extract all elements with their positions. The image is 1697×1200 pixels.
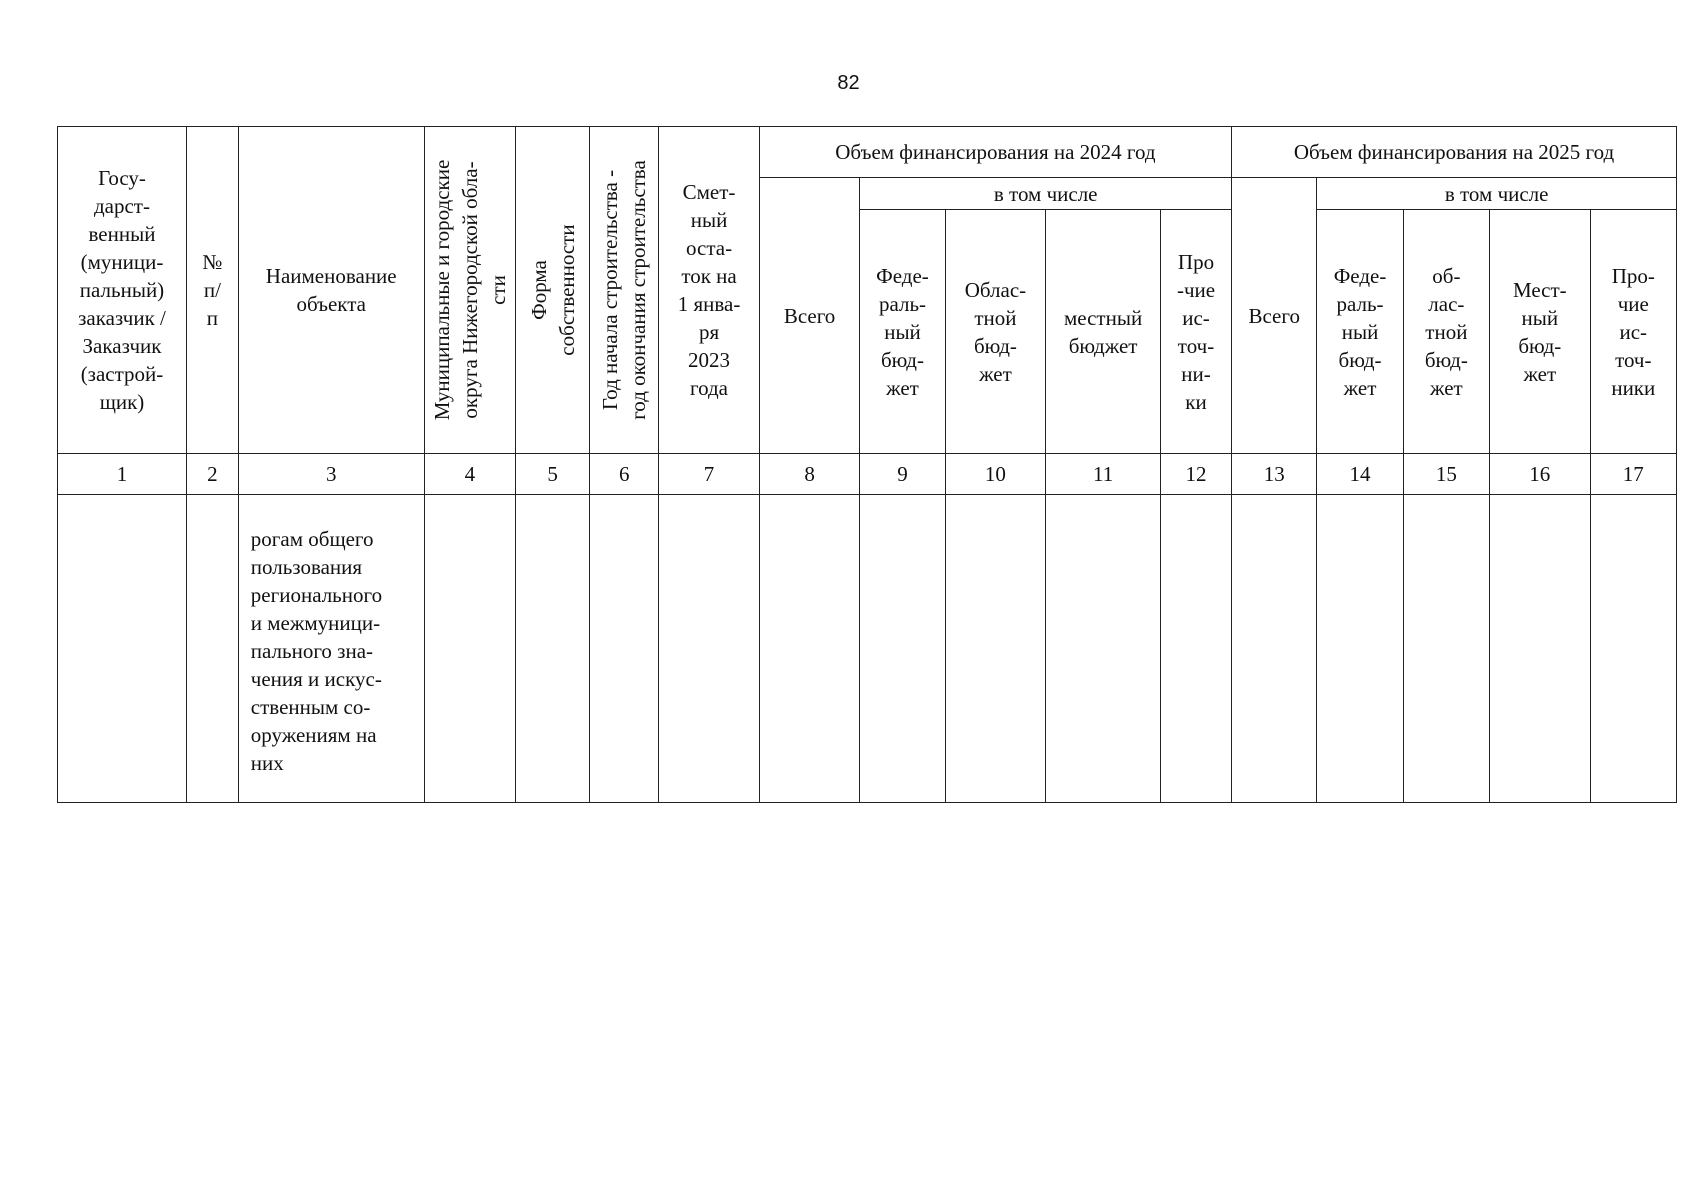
cell-total-2025 — [1232, 495, 1317, 803]
header-funding-2024: Объем финансирования на 2024 год — [759, 127, 1231, 178]
header-index: № п/ п — [186, 127, 238, 454]
header-row-1 — [58, 127, 1677, 178]
header-total-2024: Всего — [759, 178, 860, 454]
cell-local-2025 — [1490, 495, 1591, 803]
header-federal-2024: Феде- раль- ный бюд- жет — [860, 210, 945, 454]
cell-object-name — [238, 495, 424, 803]
header-municipalities: Муниципальные и городские округа Нижегородской обла- сти — [424, 127, 515, 454]
column-number: 7 — [659, 454, 760, 495]
cell-ownership — [516, 495, 590, 803]
cell-construction-years — [590, 495, 659, 803]
column-number: 2 — [186, 454, 238, 495]
header-construction-years: Год начала строительства - год окончания строительства — [590, 127, 659, 454]
column-number: 13 — [1232, 454, 1317, 495]
cell-municipalities — [424, 495, 515, 803]
column-number: 9 — [860, 454, 945, 495]
column-number: 17 — [1590, 454, 1676, 495]
header-customer: Госу- дарст- венный (муници- пальный) заказчик / Заказчик (застрой- щик) — [58, 127, 187, 454]
column-number: 14 — [1317, 454, 1403, 495]
object-name-text: рогам общего пользования регионального и межмуници- пального зна- чения и искус- ственным со- оружениям на них — [250, 526, 383, 775]
cell-federal-2025 — [1317, 495, 1403, 803]
column-number: 8 — [759, 454, 860, 495]
column-number: 11 — [1046, 454, 1161, 495]
column-number: 12 — [1160, 454, 1231, 495]
cell-other-2025 — [1590, 495, 1676, 803]
column-number: 16 — [1490, 454, 1591, 495]
column-number: 4 — [424, 454, 515, 495]
header-local-2024: местный бюджет — [1046, 210, 1161, 454]
header-federal-2025: Феде- раль- ный бюд- жет — [1317, 210, 1403, 454]
header-including-2025: в том числе — [1317, 178, 1677, 210]
header-regional-2024: Облас- тной бюд- жет — [945, 210, 1046, 454]
header-total-2025: Всего — [1232, 178, 1317, 454]
cell-other-2024 — [1160, 495, 1231, 803]
header-ownership: Форма собственности — [516, 127, 590, 454]
column-number: 1 — [58, 454, 187, 495]
header-local-2025: Мест- ный бюд- жет — [1490, 210, 1591, 454]
cell-federal-2024 — [860, 495, 945, 803]
header-including-2024: в том числе — [860, 178, 1232, 210]
header-estimate-balance: Смет- ный оста- ток на 1 янва- ря 2023 года — [659, 127, 760, 454]
cell-index — [186, 495, 238, 803]
column-number: 15 — [1403, 454, 1489, 495]
header-funding-2025: Объем финансирования на 2025 год — [1232, 127, 1677, 178]
column-number-row — [58, 454, 1677, 495]
table-row — [58, 495, 1677, 803]
capital-construction-table — [57, 126, 1677, 803]
column-number: 5 — [516, 454, 590, 495]
header-regional-2025: об- лас- тной бюд- жет — [1403, 210, 1489, 454]
header-object-name: Наименование объекта — [238, 127, 424, 454]
header-other-2025: Про- чие ис- точ- ники — [1590, 210, 1676, 454]
column-number: 6 — [590, 454, 659, 495]
cell-estimate-balance — [659, 495, 760, 803]
cell-regional-2024 — [945, 495, 1046, 803]
cell-regional-2025 — [1403, 495, 1489, 803]
cell-local-2024 — [1046, 495, 1161, 803]
column-number: 10 — [945, 454, 1046, 495]
cell-customer — [58, 495, 187, 803]
page-number: 82 — [837, 72, 860, 94]
column-number: 3 — [238, 454, 424, 495]
cell-total-2024 — [759, 495, 860, 803]
header-other-2024: Про -чие ис- точ- ни- ки — [1160, 210, 1231, 454]
